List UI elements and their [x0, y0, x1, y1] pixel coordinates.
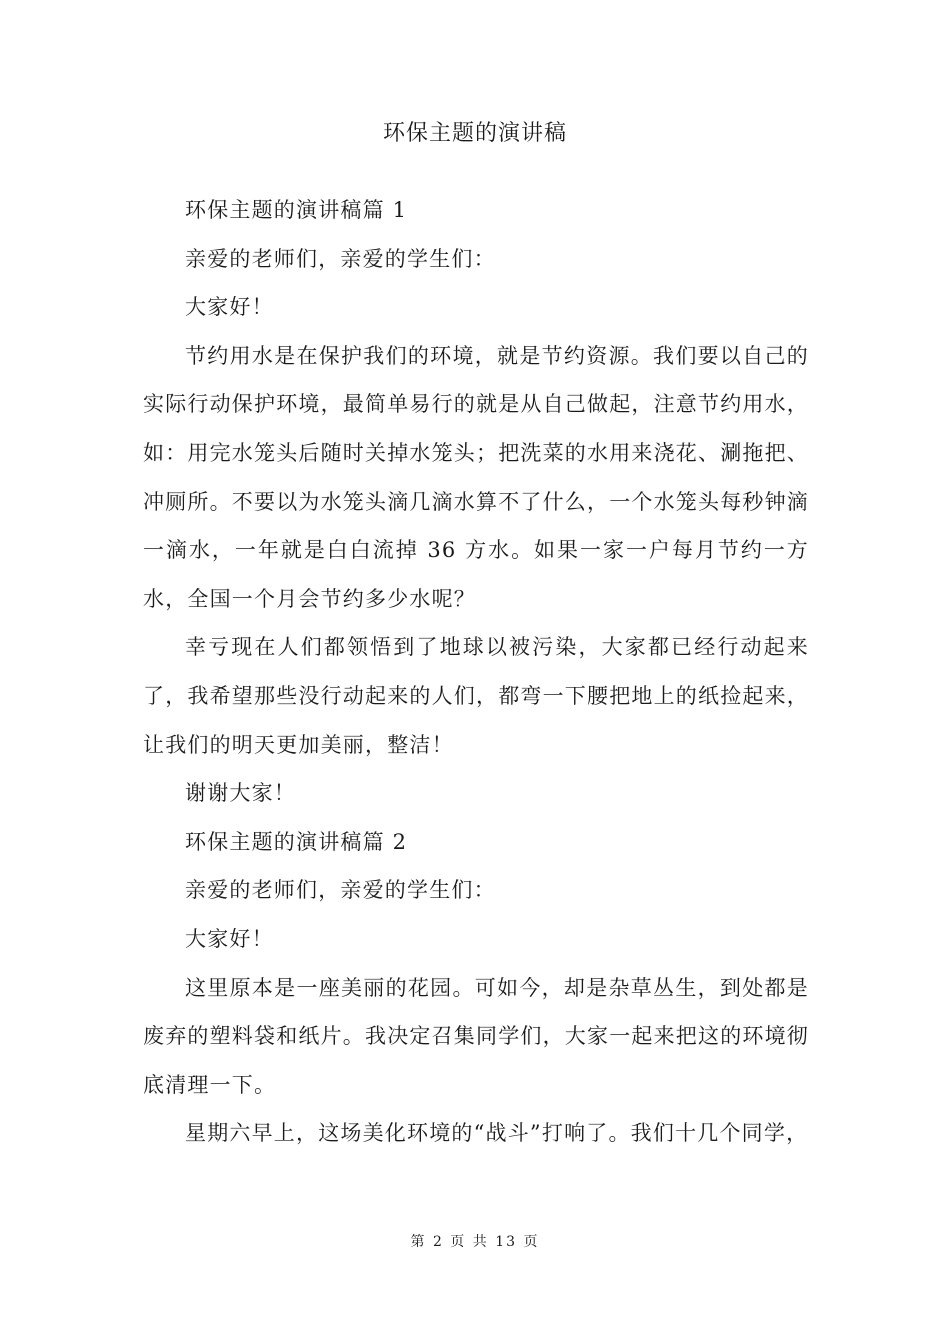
section-heading-1: 环保主题的演讲稿篇 1 — [185, 198, 408, 222]
salutation: 亲爱的老师们，亲爱的学生们： — [185, 246, 496, 271]
section-heading-2: 环保主题的演讲稿篇 2 — [185, 829, 408, 854]
body-paragraph: 星期六早上，这场美化环境的“战斗”打响了。我们十几个同学， — [185, 1121, 809, 1146]
page-footer: 第 2 页 共 13 页 — [410, 1234, 540, 1250]
greeting: 大家好！ — [185, 926, 274, 951]
body-paragraph: 幸亏现在人们都领悟到了地球以被污染，大家都已经行动起来了，我希望那些没行动起来的人们，都弯一下腰把地上的纸捡起来，让我们的明天更加美丽，整洁！ — [143, 635, 809, 757]
salutation: 亲爱的老师们，亲爱的学生们： — [185, 878, 496, 903]
closing: 谢谢大家！ — [185, 781, 296, 806]
document-title: 环保主题的演讲稿 — [382, 121, 567, 146]
document-body — [143, 186, 809, 1158]
body-paragraph: 节约用水是在保护我们的环境，就是节约资源。我们要以自己的实际行动保护环境，最简单易行的就是从自己做起，注意节约用水，如：用完水笼头后随时关掉水笼头；把洗菜的水用来浇花、涮拖把、冲厕所。不要以为水笼头滴几滴水算不了什么，一个水笼头每秒钟滴一滴水，一年就是白白流掉 36 方水。如果一家一户每月节约一方水，全国一个月会节约多少水呢？ — [143, 343, 809, 611]
greeting: 大家好！ — [185, 295, 274, 320]
body-paragraph: 这里原本是一座美丽的花园。可如今，却是杂草丛生，到处都是废弃的塑料袋和纸片。我决定召集同学们，大家一起来把这的环境彻底清理一下。 — [143, 975, 809, 1097]
